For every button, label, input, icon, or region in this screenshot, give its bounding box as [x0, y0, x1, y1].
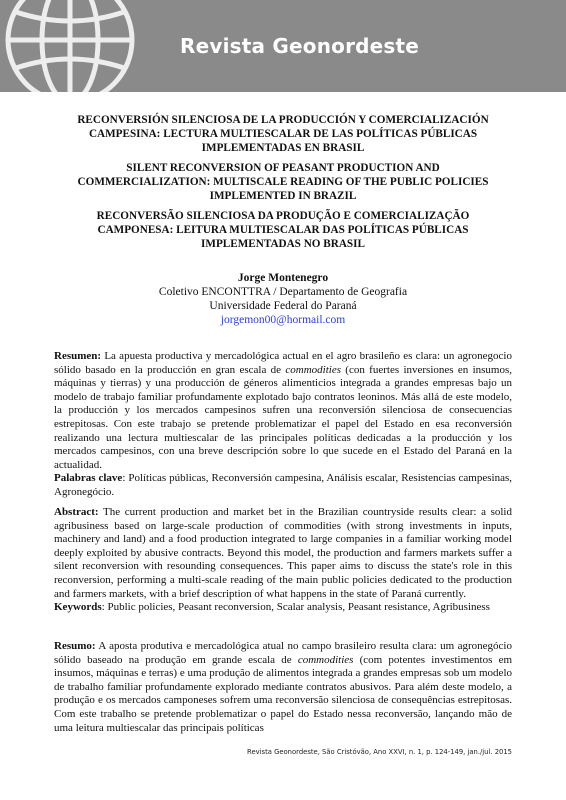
resumen-keywords-label: Palabras clave [54, 472, 123, 485]
globe-logo-icon [0, 0, 170, 92]
abstract-section [54, 506, 512, 615]
title-english: SILENT RECONVERSION OF PEASANT PRODUCTION AND COMMERCIALIZATION: MULTISCALE READING OF THE PUBLIC POLICIES IMPLEMENTED IN BRAZIL [77, 162, 489, 202]
resumen-keywords-text: : Políticas públicas, Reconversión campesina, Análisis escalar, Resistencias campesinas, Agronegócio. [54, 472, 512, 498]
resumo-text-end: (com potentes investimentos em insumos, máquinas e terras) e uma produção de alimentos integrada a grandes empresas sob um modelo de trabalho familiar profundamente explorado mediante contratos abusivos. Para além deste modelo, a produção e os mercados camponeses sofrem uma reconversão silenciosa de consequências estrepitosas. Com este trabalho se pretende problematizar o papel do Estado nessa reconversão, lançando mão de uma leitura multiescalar das principais políticas [54, 653, 513, 734]
author-block [60, 271, 506, 327]
abstract-text: The current production and market bet in the Brazilian countryside results clear: a solid agribusiness based on large-scale production of commodities (with strong investments in inputs, machinery and land) and a food production integrated to large companies in a familiar working model deeply exploited by abusive contracts. Beyond this model, the production and farmers markets suffer a silent reconversion with resounding consequences. This paper aims to discuss the state's role in this reconversion, performing a multi-scale reading of the main public policies dedicated to the production and farmers markets, with a brief description of what happens in the state of Paraná currently. [54, 506, 512, 600]
abstract-label: Abstract: [54, 506, 99, 518]
resumen-text-start: La apuesta productiva y mercadológica actual en el agro brasileño es clara: un agronegocio sólido basado en la producción en gran escala de [54, 350, 512, 376]
author-affiliation-university: Universidade Federal do Paraná [209, 300, 357, 312]
resumo-text-start: A aposta produtiva e mercadológica atual no campo brasileiro resulta clara: um agronegócio sólido baseado na produção em grande escala de [54, 640, 512, 666]
resumen-section [54, 350, 512, 500]
title-portuguese: RECONVERSÃO SILENCIOSA DA PRODUÇÃO E COMERCIALIZAÇÃO CAMPONESA: LEITURA MULTIESCALAR DAS POLÍTICAS PÚBLICAS IMPLEMENTADAS NO BRASIL [96, 210, 470, 250]
abstract-keywords-label: Keywords [54, 601, 102, 614]
journal-header [0, 0, 566, 92]
article-titles [60, 113, 506, 257]
resumen-italic-term: commodities [285, 363, 341, 376]
resumo-italic-term: commodities [297, 653, 354, 666]
author-affiliation-department: Coletivo ENCONTTRA / Departamento de Geografia [158, 286, 408, 298]
journal-name: Revista Geonordeste [180, 34, 420, 58]
resumen-label: Resumen: [54, 350, 102, 362]
page-footer-citation: Revista Geonordeste, São Cristóvão, Ano XXVI, n. 1, p. 124-149, jan./jul. 2015 [247, 748, 512, 756]
resumo-label: Resumo: [54, 640, 96, 652]
author-name: Jorge Montenegro [237, 272, 329, 284]
title-spanish: RECONVERSIÓN SILENCIOSA DE LA PRODUCCIÓN Y COMERCIALIZACIÓN CAMPESINA: LECTURA MULTIESCALAR DE LAS POLÍTICAS PÚBLICAS IMPLEMENTADAS EN BRASIL [77, 114, 489, 154]
resumen-text-end: (con fuertes inversiones en insumos, máquinas y tierras) y una producción de géneros alimenticios integrada a grandes empresas bajo un modelo de trabajo familiar profundamente explotado bajo contratos leoninos. Más allá de este modelo, la producción y los mercados campesinos sufren una reconversión silenciosa de consecuencias estrepitosas. Con este trabajo se pretende problematizar el papel del Estado en esa reconversión realizando una lectura multiescalar de las principales políticas dedicadas a la producción y los mercados campesinos, con una breve descripción sobre lo que sucede en el Estado del Paraná en la actualidad. [54, 363, 513, 471]
resumo-section [54, 640, 512, 735]
author-email-link[interactable]: jorgemon00@hormail.com [220, 314, 346, 326]
abstract-keywords-text: : Public policies, Peasant reconversion, Scalar analysis, Peasant resistance, Agribusiness [101, 601, 490, 614]
